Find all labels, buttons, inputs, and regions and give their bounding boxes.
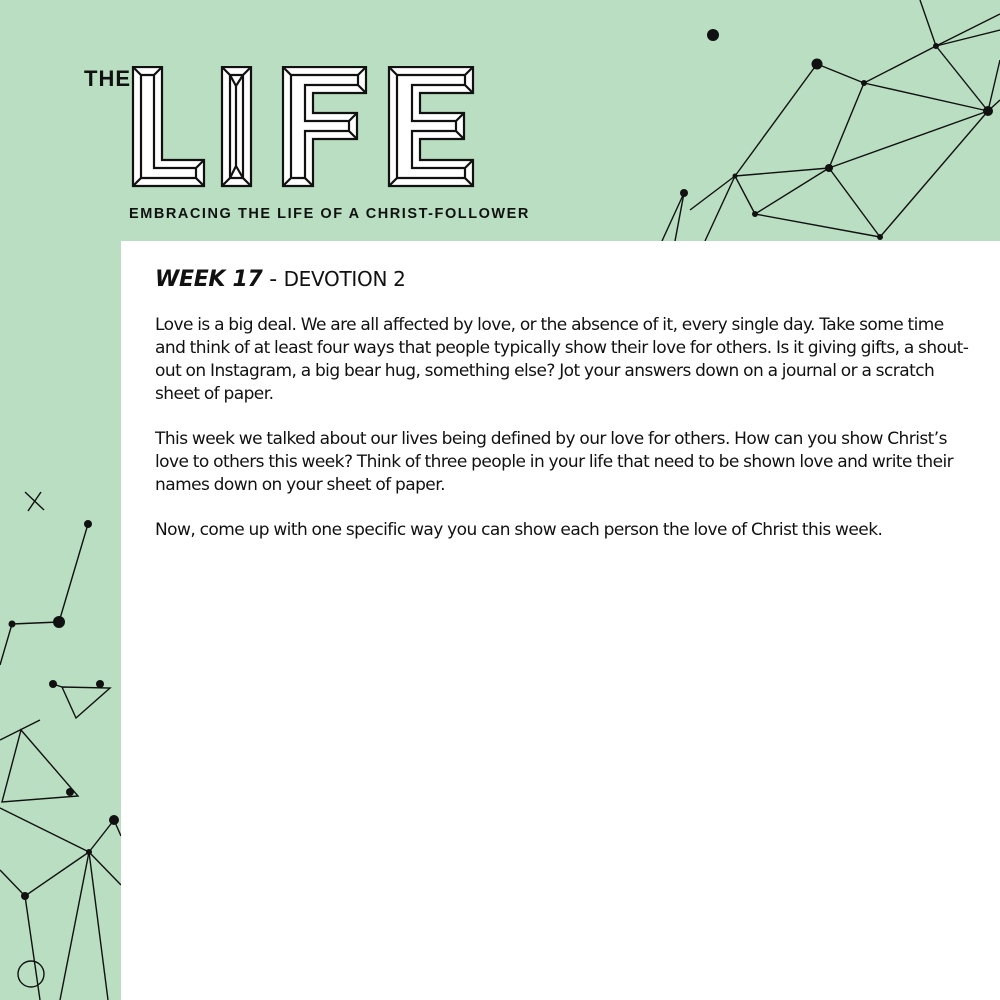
- devotion-label: DEVOTION 2: [283, 267, 406, 291]
- header-the-label: THE: [84, 66, 131, 91]
- devotion-paragraph-3: Now, come up with one specific way you can show each person the love of Christ this week.: [155, 520, 883, 540]
- life-lettering-icon: [130, 66, 480, 188]
- header: [0, 0, 1000, 240]
- devotion-card: [121, 241, 1000, 1000]
- devotion-paragraph-2: This week we talked about our lives being defined by our love for others. How can you show Christ’s love to others this week? Think of three people in your life that need to be shown love and write their names down on your sheet of paper.: [155, 429, 954, 495]
- header-tagline: EMBRACING THE LIFE OF A CHRIST-FOLLOWER: [129, 206, 530, 222]
- life-logo: [130, 66, 480, 188]
- devotion-paragraph-1: Love is a big deal. We are all affected by love, or the absence of it, every single day. Take some time and think of at least four ways that people typically show their love for others. Is it giving gifts, a shout-out on Instagram, a big bear hug, something else? Jot your answers down on a journal or a scratch sheet of paper.: [155, 315, 969, 404]
- devotion-content: [155, 267, 975, 564]
- week-label: WEEK 17: [155, 267, 263, 292]
- devotion-heading: WEEK 17 - DEVOTION 2: [155, 267, 406, 292]
